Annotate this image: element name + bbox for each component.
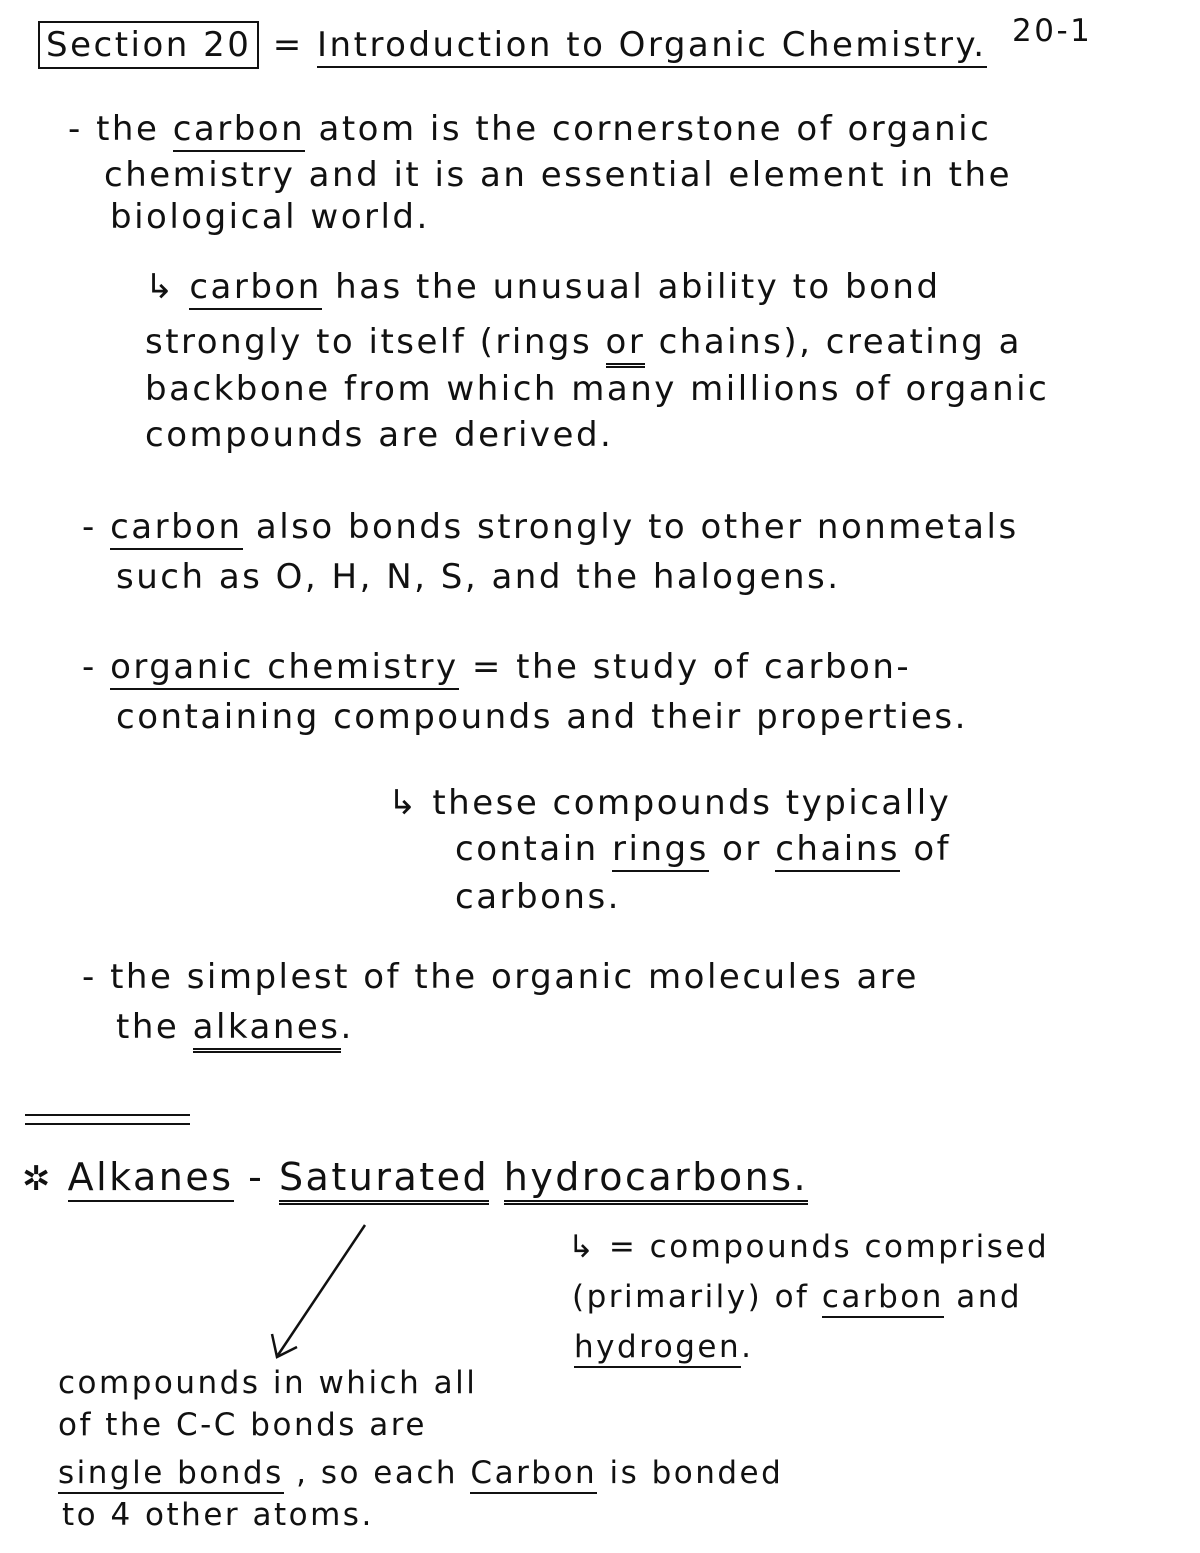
sat-def-line-4: to 4 other atoms. [62,1497,374,1533]
p1-sub-text: chains), creating a [658,322,1023,362]
p3-sub-text: contain [455,829,599,869]
alkanes-word: Alkanes [68,1155,234,1202]
p4-text: the simplest of the organic molecules are [110,957,919,997]
pointer-arrow-head [272,1334,297,1357]
p1-sub-text: has the unusual ability to bond [335,267,941,307]
p4-line-1 [82,957,919,997]
bullet-dash: - [82,647,97,687]
p2-line-2: such as O, H, N, S, and the halogens. [116,557,841,597]
p2-text: also bonds strongly to other nonmetals [255,507,1019,547]
sat-def-line-3 [58,1455,784,1491]
sat-def-text: is bonded [609,1455,784,1491]
section-divider [25,1123,190,1125]
asterisk-circle-icon: ✲ [22,1159,53,1199]
hydro-def-line-3 [574,1329,754,1365]
p1-sub-text: strongly to itself (rings [145,322,593,362]
p4-line-2 [116,1007,354,1047]
term-carbon: carbon [173,109,305,152]
term-carbon: carbon [822,1279,944,1318]
bullet-dash: - [68,109,83,149]
p1-sub-line-3: backbone from which many millions of organic [145,369,1050,409]
alkanes-heading [22,1155,809,1199]
term-rings: rings [612,829,709,872]
heading-dash: - [248,1155,265,1199]
page-header [38,25,987,65]
section-label: Section 20 [38,21,259,69]
p1-sub-line-1 [145,267,941,307]
bullet-dash: - [82,957,97,997]
p3-text: = the study of carbon- [471,647,912,687]
term-carbon: Carbon [470,1455,597,1494]
p3-sub-text: or [722,829,762,869]
p3-sub-text: these compounds typically [432,783,952,823]
term-single-bonds: single bonds [58,1455,284,1494]
p1-sub-line-4: compounds are derived. [145,415,614,455]
term-carbon: carbon [189,267,321,310]
bullet-dash: - [82,507,97,547]
hydro-def-text: . [741,1329,754,1365]
hydro-def-line-1 [568,1229,1050,1265]
term-organic-chemistry: organic chemistry [110,647,458,690]
term-hydrogen: hydrogen [574,1329,741,1368]
p3-sub-line-3: carbons. [455,877,621,917]
term-or: or [606,322,646,368]
term-hydrocarbons: hydrocarbons. [504,1155,808,1205]
hydro-def-text: and [956,1279,1023,1315]
hydro-def-text: (primarily) of [572,1279,810,1315]
page-number: 20-1 [1012,13,1093,49]
p3-line-1 [82,647,912,687]
p3-sub-line-2 [455,829,952,869]
page-title: Introduction to Organic Chemistry. [317,25,987,68]
p1-line-2: chemistry and it is an essential element in the [104,155,1012,195]
hydro-def-text: = compounds comprised [608,1229,1050,1265]
p4-text: the [116,1007,180,1047]
p3-sub-line-1 [388,783,952,823]
p3-sub-text: of [913,829,952,869]
p1-text: atom is the cornerstone of organic [318,109,992,149]
section-divider [25,1114,190,1116]
p1-line-1 [68,109,992,149]
term-carbon: carbon [110,507,242,550]
term-alkanes: alkanes [193,1007,341,1053]
header-equals: = [272,25,304,65]
p1-text: the [96,109,160,149]
hook-arrow-icon: ↳ [145,267,176,307]
term-chains: chains [775,829,900,872]
p4-text: . [340,1007,354,1047]
sat-def-line-2: of the C-C bonds are [58,1407,427,1443]
sat-def-text: , so each [296,1455,459,1491]
hook-arrow-icon: ↳ [388,783,419,823]
p2-line-1 [82,507,1019,547]
hydro-def-line-2 [572,1279,1023,1315]
term-saturated: Saturated [279,1155,489,1205]
sat-def-line-1: compounds in which all [58,1365,478,1401]
hook-arrow-icon: ↳ [568,1229,597,1265]
p3-line-2: containing compounds and their properties. [116,697,968,737]
p1-sub-line-2 [145,322,1023,362]
p1-line-3: biological world. [110,197,430,237]
pointer-arrow-shaft [278,1225,365,1355]
